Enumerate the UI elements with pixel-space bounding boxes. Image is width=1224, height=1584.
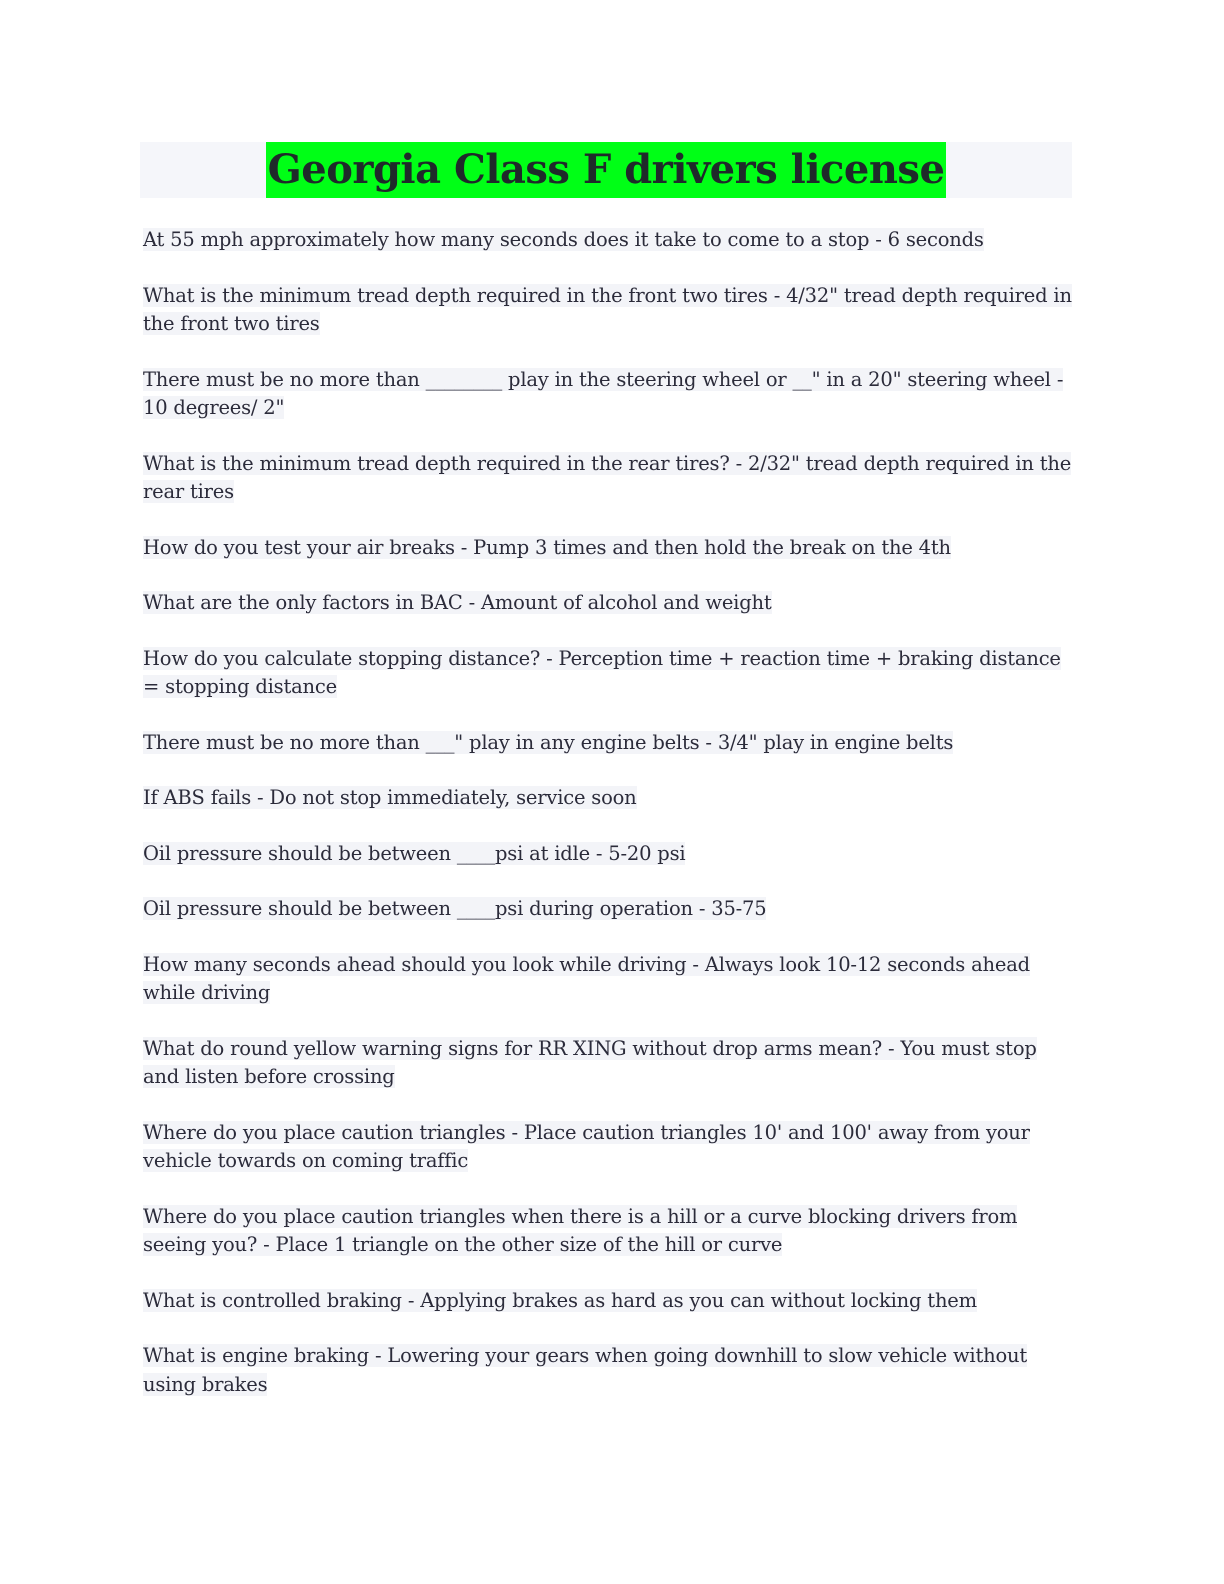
qa-item-text: Oil pressure should be between ____psi during operation - 35-75 xyxy=(143,897,767,920)
qa-item xyxy=(143,282,1072,339)
qa-item xyxy=(143,840,1072,869)
qa-item xyxy=(143,226,1072,255)
qa-item-text: How do you calculate stopping distance? - Perception time + reaction time + braking distance = stopping distance xyxy=(143,646,1061,698)
qa-item xyxy=(143,534,1072,563)
qa-item-text: There must be no more than ________ play in the steering wheel or __" in a 20" steering wheel - 10 degrees/ 2" xyxy=(143,367,1064,419)
document-page xyxy=(140,142,1072,1426)
qa-list xyxy=(140,226,1072,1399)
qa-item xyxy=(143,1119,1072,1176)
qa-item xyxy=(143,645,1072,702)
qa-item xyxy=(143,895,1072,924)
qa-item-text: At 55 mph approximately how many seconds does it take to come to a stop - 6 seconds xyxy=(143,228,984,251)
qa-item-text: Oil pressure should be between ____psi at idle - 5-20 psi xyxy=(143,841,686,865)
qa-item xyxy=(143,1035,1072,1092)
qa-item-text: What is engine braking - Lowering your gears when going downhill to slow vehicle without using brakes xyxy=(143,1344,1027,1396)
qa-item xyxy=(143,784,1072,813)
qa-item-text: What do round yellow warning signs for RR XING without drop arms mean? - You must stop and listen before crossing xyxy=(143,1036,1037,1088)
qa-item xyxy=(143,450,1072,507)
qa-item xyxy=(143,951,1072,1008)
qa-item-text: What is the minimum tread depth required in the front two tires - 4/32" tread depth required in the front two tires xyxy=(143,283,1072,335)
qa-item xyxy=(143,1287,1072,1316)
qa-item xyxy=(143,589,1072,618)
qa-item xyxy=(143,729,1072,758)
title-bar xyxy=(140,142,1072,198)
qa-item-text: Where do you place caution triangles - Place caution triangles 10' and 100' away from your vehicle towards on coming traffic xyxy=(143,1120,1030,1172)
qa-item xyxy=(143,1203,1072,1260)
qa-item-text: What is controlled braking - Applying brakes as hard as you can without locking them xyxy=(143,1288,977,1312)
page-title: Georgia Class F drivers license xyxy=(266,142,947,198)
qa-item xyxy=(143,1342,1072,1399)
qa-item-text: If ABS fails - Do not stop immediately, service soon xyxy=(143,786,637,809)
qa-item-text: What are the only factors in BAC - Amount of alcohol and weight xyxy=(143,591,772,614)
qa-item-text: There must be no more than ___" play in any engine belts - 3/4" play in engine belts xyxy=(143,730,954,754)
qa-item-text: How do you test your air breaks - Pump 3 times and then hold the break on the 4th xyxy=(143,535,951,559)
qa-item-text: What is the minimum tread depth required in the rear tires? - 2/32" tread depth required in the rear tires xyxy=(143,451,1072,503)
qa-item-text: Where do you place caution triangles when there is a hill or a curve blocking drivers from seeing you? - Place 1 triangle on the other size of the hill or curve xyxy=(143,1204,1018,1256)
qa-item xyxy=(143,366,1072,423)
qa-item-text: How many seconds ahead should you look while driving - Always look 10-12 seconds ahead while driving xyxy=(143,952,1030,1004)
